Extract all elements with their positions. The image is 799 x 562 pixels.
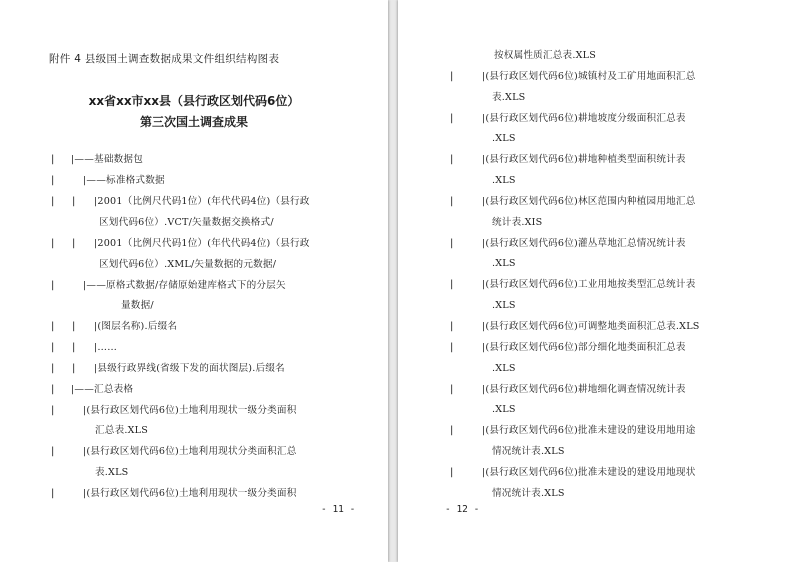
- tree-node-cont: 区划代码6位）.XML/矢量数据的元数据/: [99, 259, 277, 270]
- tree-bar: |: [51, 342, 55, 353]
- tree-bar: |: [450, 279, 454, 290]
- tree-bar: |: [51, 196, 55, 207]
- tree-node: |(图层名称).后缀名: [94, 321, 178, 332]
- tree-node: |(县行政区划代码6位)耕地细化调查情况统计表: [482, 384, 686, 395]
- tree-node-cont: 情况统计表.XLS: [492, 446, 565, 457]
- tree-bar: |: [450, 425, 454, 436]
- tree-node-cont: .XLS: [492, 363, 516, 374]
- tree-bar: |: [72, 342, 76, 353]
- tree-node-cont: 表.XLS: [492, 92, 526, 103]
- page-number: - 11 -: [321, 504, 356, 515]
- tree-node: |2001（比例尺代码1位）(年代代码4位)（县行政: [94, 196, 310, 207]
- tree-node: |2001（比例尺代码1位）(年代代码4位)（县行政: [94, 238, 310, 249]
- tree-node-cont: .XLS: [492, 258, 516, 269]
- attachment-heading: 附件 4 县级国土调查数据成果文件组织结构图表: [49, 53, 280, 65]
- tree-bar: |: [51, 488, 55, 499]
- tree-bar: |: [450, 196, 454, 207]
- tree-bar: |: [51, 280, 55, 291]
- tree-node: |(县行政区划代码6位)耕地种植类型面积统计表: [482, 154, 686, 165]
- tree-node: |(县行政区划代码6位)可调整地类面积汇总表.XLS: [482, 321, 700, 332]
- tree-bar: |: [51, 446, 55, 457]
- tree-node: |——汇总表格: [71, 384, 134, 395]
- tree-node-cont: 按权属性质汇总表.XLS: [494, 50, 596, 61]
- tree-node: |(县行政区划代码6位)批准未建设的建设用地现状: [482, 467, 696, 478]
- tree-bar: |: [450, 384, 454, 395]
- tree-node-cont: 情况统计表.XLS: [492, 488, 565, 499]
- tree-node-cont: .XLS: [492, 300, 516, 311]
- tree-bar: |: [450, 321, 454, 332]
- tree-bar: |: [72, 321, 76, 332]
- tree-node: |(县行政区划代码6位)工业用地按类型汇总统计表: [482, 279, 696, 290]
- tree-bar: |: [72, 196, 76, 207]
- tree-node-cont: 量数据/: [121, 300, 154, 311]
- tree-node: |(县行政区划代码6位)部分细化地类面积汇总表: [482, 342, 686, 353]
- doc-title-line2: 第三次国土调查成果: [139, 115, 248, 129]
- tree-node-cont: 统计表.XIS: [492, 217, 543, 228]
- tree-node-cont: 汇总表.XLS: [95, 425, 149, 436]
- tree-bar: |: [51, 238, 55, 249]
- tree-node: |——标准格式数据: [83, 175, 165, 186]
- tree-node-cont: .XLS: [492, 133, 516, 144]
- page-number: - 12 -: [445, 504, 480, 515]
- tree-bar: |: [51, 154, 55, 165]
- tree-bar: |: [51, 321, 55, 332]
- tree-node-cont: .XLS: [492, 404, 516, 415]
- tree-node: |(县行政区划代码6位)耕地坡度分级面积汇总表: [482, 113, 686, 124]
- tree-bar: |: [51, 175, 55, 186]
- tree-node: |(县行政区划代码6位)土地利用现状分类面积汇总: [83, 446, 297, 457]
- tree-bar: |: [450, 71, 454, 82]
- tree-node: |(县行政区划代码6位)灌丛草地汇总情况统计表: [482, 238, 686, 249]
- tree-bar: |: [72, 238, 76, 249]
- tree-node: |(县行政区划代码6位)林区范围内种植园用地汇总: [482, 196, 696, 207]
- tree-node: |(县行政区划代码6位)批准未建设的建设用地用途: [482, 425, 696, 436]
- tree-bar: |: [450, 238, 454, 249]
- tree-bar: |: [51, 363, 55, 374]
- tree-node: |(县行政区划代码6位)土地利用现状一级分类面积: [83, 405, 297, 416]
- right-page: [398, 0, 799, 562]
- tree-bar: |: [450, 113, 454, 124]
- tree-node: |县级行政界线(省级下发的面状图层).后缀名: [94, 363, 285, 374]
- tree-bar: |: [450, 154, 454, 165]
- tree-node: |——原格式数据/存储原始建库格式下的分层矢: [83, 280, 286, 291]
- tree-bar: |: [51, 384, 55, 395]
- tree-node-cont: 区划代码6位）.VCT/矢量数据交换格式/: [99, 217, 274, 228]
- tree-bar: |: [450, 467, 454, 478]
- tree-bar: |: [72, 363, 76, 374]
- left-page: [0, 0, 388, 562]
- tree-node: |……: [94, 342, 118, 353]
- tree-node: |——基础数据包: [71, 154, 143, 165]
- tree-node-cont: 表.XLS: [95, 467, 129, 478]
- tree-bar: |: [450, 342, 454, 353]
- tree-node: |(县行政区划代码6位)城镇村及工矿用地面积汇总: [482, 71, 696, 82]
- tree-node-cont: .XLS: [492, 175, 516, 186]
- tree-bar: |: [51, 405, 55, 416]
- tree-node: |(县行政区划代码6位)土地利用现状一级分类面积: [83, 488, 297, 499]
- doc-title-line1: xx省xx市xx县（县行政区划代码6位）: [88, 94, 300, 108]
